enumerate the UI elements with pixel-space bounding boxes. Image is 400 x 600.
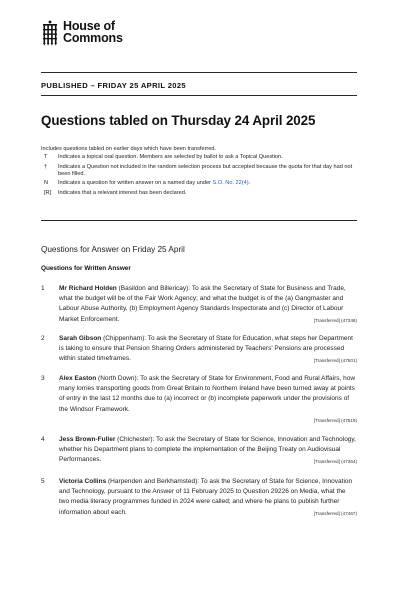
legend-text: Indicates a topical oral question. Members are selected by ballot to ask a Topical Question.	[58, 154, 283, 161]
legend-text: Indicates a Question not included in the random selection process but accepted because the quota for that day had not been filled.	[58, 163, 353, 177]
member-name: Alex Easton	[59, 375, 97, 382]
question-text: (Basildon and Billericay): To ask the Secretary of State for Business and Trade, what the budget will be of the Fair Work Agency; and what the budget is of the (a) Gangmaster and Labour Abuse Authority, (b) Employment Agency Standards Inspectorate and (c) Director of Labour Market Enforcement.	[59, 285, 346, 323]
question-text: (Chippenham): To ask the Secretary of State for Education, what steps her Department is taking to ensure that Pension Sharing Orders administered by Teachers' Pensions are processed within stated timeframes.	[59, 335, 353, 363]
logo-line-1: House of	[63, 19, 115, 33]
house-of-commons-logo	[41, 20, 123, 46]
legend-text-after: .	[248, 180, 251, 187]
question-number: 1	[41, 285, 45, 292]
question-body	[59, 284, 357, 325]
member-name: Victoria Collins	[59, 478, 107, 485]
written-answer-subheading: Questions for Written Answer	[41, 265, 131, 272]
legend-text-main: Indicates a question for written answer on a named day under	[58, 180, 213, 187]
member-name: Sarah Gibson	[59, 335, 102, 342]
question-reference: [Transferred] (47348)	[313, 318, 357, 323]
question-body	[59, 334, 357, 365]
question-number: 5	[41, 478, 45, 485]
question-text: (North Down): To ask the Secretary of State for Environment, Food and Rural Affairs, how many lorries transporting goods from Great Britain to Northern Ireland have been turned away at points of entry in the last 12 months due to (a) incorrect or (b) incomplete paperwork under the provisions of the Windsor Framework.	[59, 375, 356, 413]
legend-text: Indicates that a relevant interest has been declared.	[58, 189, 187, 196]
legend-text	[58, 180, 357, 187]
legend-symbol: N	[44, 180, 49, 187]
question-body	[59, 477, 357, 518]
legend-item	[41, 190, 357, 197]
published-date: PUBLISHED – FRIDAY 25 APRIL 2025	[41, 81, 186, 90]
portcullis-icon	[41, 20, 59, 46]
symbol-legend	[41, 146, 357, 199]
question-body	[59, 435, 357, 466]
logo-line-2: Commons	[63, 31, 123, 45]
question-reference: [Transferred] (47501)	[313, 358, 357, 363]
member-name: Mr Richard Holden	[59, 285, 117, 292]
question-text: (Chichester): To ask the Secretary of State for Science, Innovation and Technology, whether his Department plans to complete the implementation of the Beijing Treaty on Audiovisual Performances.	[59, 436, 356, 464]
section-divider	[41, 220, 357, 221]
header-rule-bottom	[41, 95, 357, 96]
legend-intro: Includes questions tabled on earlier days which have been transferred.	[41, 146, 217, 152]
question-number: 3	[41, 375, 45, 382]
member-name: Jess Brown-Fuller	[59, 436, 116, 443]
legend-item	[41, 180, 357, 187]
page-title: Questions tabled on Thursday 24 April 2025	[41, 113, 316, 128]
legend-symbol: T	[44, 154, 48, 161]
header-rule-top	[41, 72, 357, 73]
legend-item	[41, 154, 357, 161]
standing-order-link[interactable]: S.O. No. 22(4)	[212, 180, 249, 187]
legend-item	[41, 164, 357, 178]
question-text: (Harpenden and Berkhamsted): To ask the Secretary of State for Science, Innovation and Technology, pursuant to the Answer of 11 February 2025 to Question 29226 on Media, what the two media literacy programmes funded in 2024 were called; and where he plans to publish further information about each.	[59, 478, 353, 516]
logo-wordmark	[63, 20, 123, 44]
question-reference: [Transferred] (47364)	[313, 459, 357, 464]
question-number: 2	[41, 335, 45, 342]
legend-symbol: †	[44, 163, 48, 170]
section-heading: Questions for Answer on Friday 25 April	[41, 245, 185, 254]
question-reference: [Transferred] (47519)	[313, 418, 357, 423]
legend-symbol: [R]	[44, 189, 52, 196]
question-reference: [Transferred] (47467)	[313, 511, 357, 516]
question-body	[59, 374, 357, 415]
question-number: 4	[41, 436, 45, 443]
